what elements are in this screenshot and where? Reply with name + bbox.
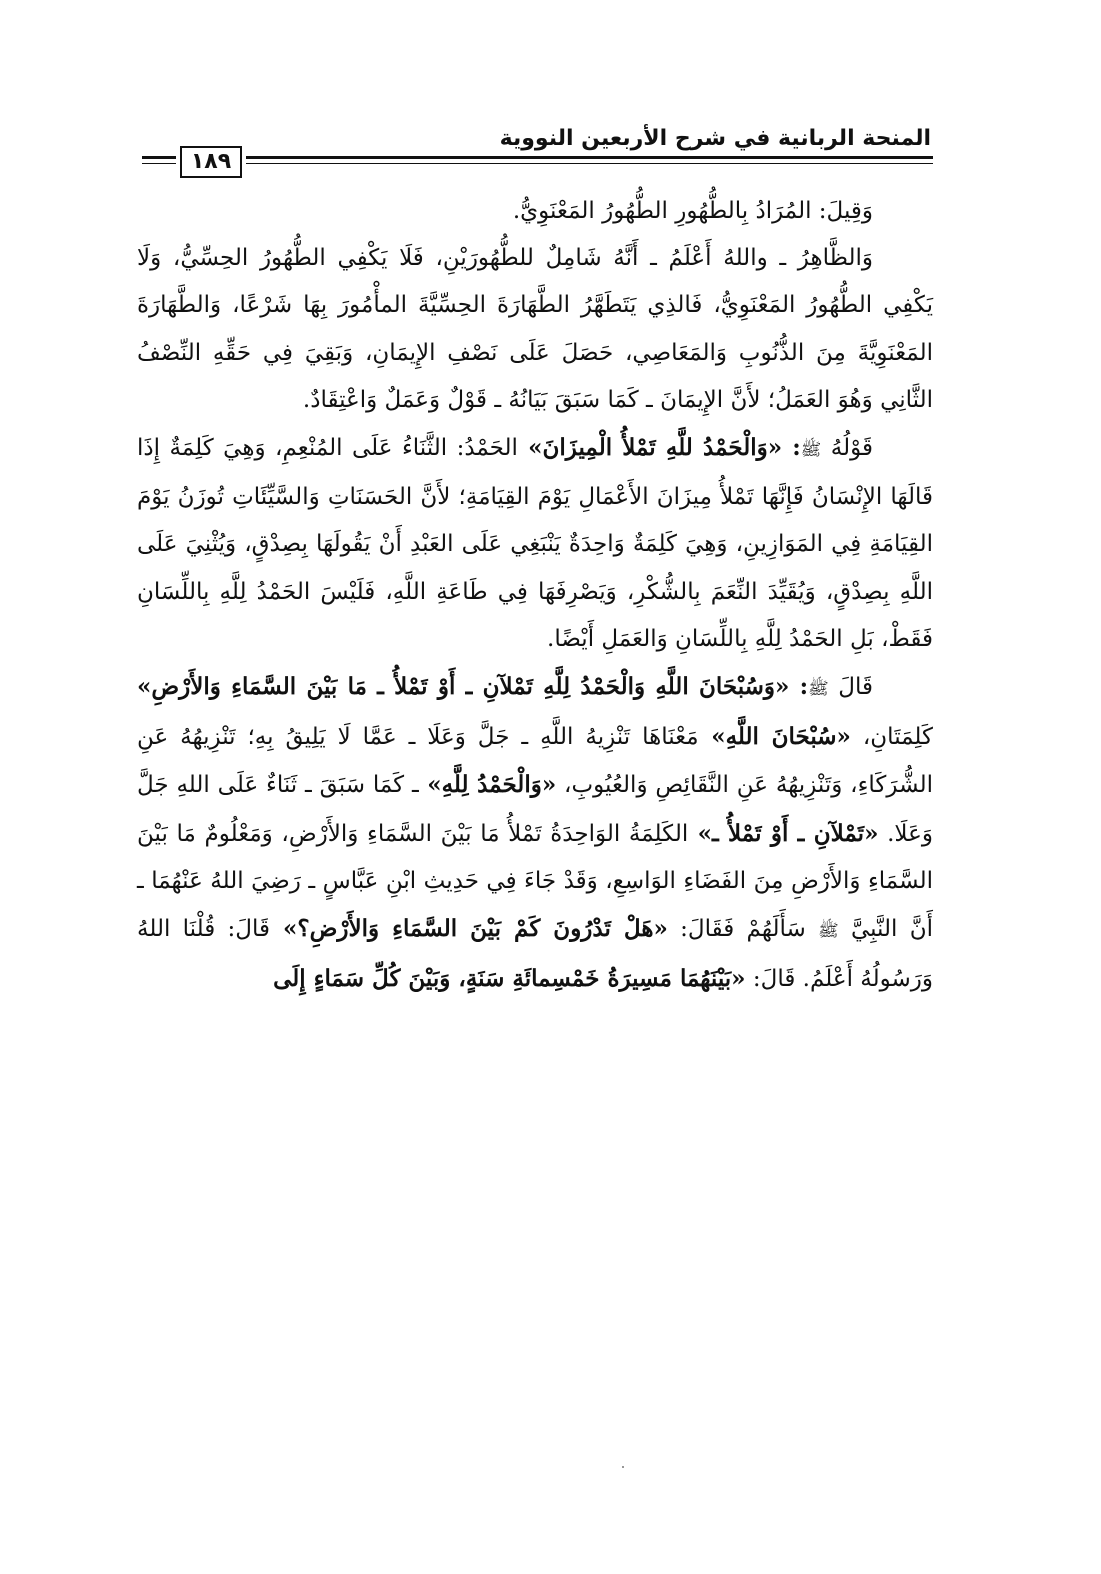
footer-speck	[622, 1466, 624, 1468]
hadith-quote: «هَلْ تَدْرُونَ كَمْ بَيْنَ السَّمَاءِ وَالأَرْضِ؟»	[270, 915, 668, 943]
paragraph	[137, 424, 933, 663]
paragraph	[137, 663, 933, 1003]
commentary-text: قَالَ: قُلْنَا اللهُ وَرَسُولُهُ أَعْلَمُ. قَالَ:	[137, 916, 933, 993]
salawat-symbol: ﷺ	[800, 440, 822, 461]
commentary-text: قَوْلُهُ	[821, 435, 874, 462]
header-rule-left	[142, 156, 176, 164]
hadith-quote: «بَيْنَهُمَا مَسِيرَةُ خَمْسِمائَةِ سَنَةٍ، وَبَيْنَ كُلِّ سَمَاءٍ إِلَى	[273, 965, 746, 993]
header-rule-right	[246, 156, 933, 164]
commentary-text: الكَلِمَةُ الوَاحِدَةُ تَمْلأُ مَا بَيْنَ السَّمَاءِ وَالأَرْضِ، وَمَعْلُومٌ مَا بَيْنَ السَّمَاءِ وَالأَرْضِ مِنَ الفَضَاءِ الوَاسِعِ، وَقَدْ جَاءَ فِي حَدِيثِ ابْنِ عَبَّاسٍ ـ رَضِيَ اللهُ عَنْهُمَا ـ أَنَّ النَّبِيَّ	[137, 820, 933, 943]
running-title: المنحة الربانية في شرح الأربعين النووية	[499, 126, 931, 151]
hadith-quote: «سُبْحَانَ اللَّهِ»	[698, 723, 851, 751]
hadith-quote: «تَمْلآنِ ـ أَوْ تَمْلأُ ـ»	[688, 819, 879, 847]
commentary-text: مَعْنَاهَا تَنْزِيهُ اللَّهِ ـ جَلَّ وَعَلَا ـ عَمَّا لَا يَلِيقُ بِهِ؛ تَنْزِيهُهُ عَنِ الشُّرَكَاءِ، وَتَنْزِيهُهُ عَنِ النَّقَائِصِ وَالعُيُوبِ،	[137, 724, 933, 799]
body-text	[137, 188, 933, 1003]
paragraph	[137, 188, 933, 235]
commentary-text: وَقِيلَ: المُرَادُ بِالطُّهُورِ الطُّهُورُ المَعْنَوِيُّ.	[512, 198, 873, 224]
commentary-text: كَلِمَتَانِ،	[850, 724, 933, 751]
commentary-text: الحَمْدُ: الثَّنَاءُ عَلَى المُنْعِمِ، وَهِيَ كَلِمَةٌ إِذَا قَالَهَا الإِنْسَانُ فَإِنَّهَا تَمْلأُ مِيزَانَ الأَعْمَالِ يَوْمَ القِيَامَةِ؛ لأَنَّ الحَسَنَاتِ وَالسَّيِّئَاتِ تُوزَنُ يَوْمَ القِيَامَةِ فِي المَوَازِينِ، وَهِيَ كَلِمَةٌ وَاحِدَةٌ يَنْبَغِي عَلَى العَبْدِ أَنْ يَقُولَهَا بِصِدْقٍ، وَيُثْنِيَ عَلَى اللَّهِ بِصِدْقٍ، وَيُقَيِّدَ النِّعَمَ بِالشُّكْرِ، وَيَصْرِفَهَا فِي طَاعَةِ اللَّهِ، فَلَيْسَ الحَمْدُ لِلَّهِ بِاللِّسَانِ فَقَطْ، بَلِ الحَمْدُ لِلَّهِ بِاللِّسَانِ وَالعَمَلِ أَيْضًا.	[137, 435, 933, 652]
paragraph	[137, 235, 933, 424]
commentary-text: ـ كَمَا سَبَقَ ـ ثَنَاءٌ عَلَى اللهِ جَلَّ وَعَلَا.	[137, 772, 933, 847]
commentary-text: قَالَ	[828, 674, 873, 701]
page-number: ١٨٩	[180, 146, 242, 178]
salawat-symbol: ﷺ	[808, 679, 829, 700]
commentary-text: وَالظَّاهِرُ ـ واللهُ أَعْلَمُ ـ أَنَّهُ شَامِلٌ للطُّهُورَيْنِ، فَلَا يَكْفِي الطُّهُورُ الحِسِّيُّ، وَلَا يَكْفِي الطُّهُورُ المَعْنَوِيُّ، فَالذِي يَتَطَهَّرُ الطَّهَارَةَ الحِسِّيَّةَ المأْمُورَ بِهَا شَرْعًا، وَالطَّهَارَةَ المَعْنَوِيَّةَ مِنَ الذُّنُوبِ وَالمَعَاصِي، حَصَلَ عَلَى نَصْفِ الإِيمَانِ، وَبَقِيَ فِي حَقِّهِ النِّصْفُ الثَّانِي وَهُوَ العَمَلُ؛ لأَنَّ الإِيمَانَ ـ كَمَا سَبَقَ بَيَانُهُ ـ قَوْلٌ وَعَمَلٌ وَاعْتِقَادٌ.	[137, 245, 933, 413]
hadith-quote: «وَالْحَمْدُ لِلَّهِ»	[418, 771, 557, 799]
commentary-text: سَأَلَهُمْ فَقَالَ:	[667, 916, 819, 943]
salawat-symbol: ﷺ	[818, 921, 839, 942]
hadith-quote: : «وَسُبْحَانَ اللَّهِ وَالْحَمْدُ لِلَّهِ تَمْلآنِ ـ أَوْ تَمْلأُ ـ مَا بَيْنَ السَّمَاءِ وَالأَرْضِ»	[137, 673, 809, 701]
hadith-quote: : «وَالْحَمْدُ للَّهِ تَمْلأُ الْمِيزَانَ»	[517, 434, 801, 462]
